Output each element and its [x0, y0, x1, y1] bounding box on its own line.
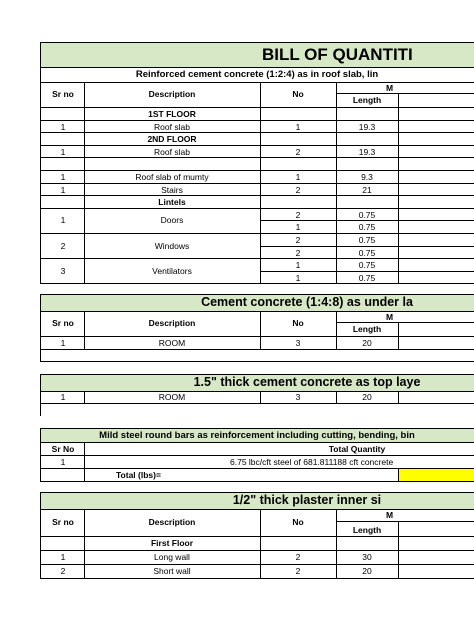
table-row-desc: Stairs [161, 184, 183, 195]
col-header-length-2: Length [352, 324, 382, 334]
table-row-no: 1 [295, 272, 301, 283]
table-row-length: 0.75 [358, 272, 376, 283]
table-row-desc: Doors [160, 215, 184, 226]
table-row-sr: 2 [60, 566, 66, 576]
total-lbs-label: Total (lbs)= [116, 470, 161, 480]
steel-quantity-text: 6.75 lbc/cft steel of 681.811188 cft concrete [230, 457, 394, 467]
table-row-no: 3 [295, 338, 301, 348]
section4-heading: Mild steel round bars as reinforcement including cutting, bending, bin [99, 430, 415, 441]
table-row-sr: 3 [60, 265, 66, 276]
table-row-no: 2 [295, 552, 301, 562]
table-row-desc: First Floor [150, 538, 194, 548]
table-row-no: 1 [295, 222, 301, 233]
col-header-m: M [386, 83, 394, 93]
col-header-description: Description [148, 89, 196, 99]
col-header-m-2: M [386, 312, 394, 322]
table-row-no: 2 [295, 146, 301, 157]
table-row-sr: 1 [60, 146, 66, 157]
table-row-length: 0.75 [358, 247, 376, 258]
table-row-no: 2 [295, 235, 301, 245]
table-row-desc: Ventilators [152, 265, 192, 276]
table-row-length: 21 [362, 184, 372, 195]
table-row-length: 20 [362, 566, 372, 576]
table-row-desc: ROOM [158, 392, 186, 402]
col-header-no: No [292, 89, 304, 99]
table-row-length: 30 [362, 552, 372, 562]
table-row-no: 2 [295, 184, 301, 195]
table-row-desc: Lintels [158, 197, 186, 208]
col-header-length-5: Length [352, 525, 382, 535]
table-row-no: 1 [295, 121, 301, 132]
section3-heading: 1.5" thick cement concrete as top laye [193, 375, 421, 389]
table-row-length: 19.3 [358, 146, 376, 157]
section2-heading: Cement concrete (1:4:8) as under la [201, 295, 413, 309]
col-header-srno-2: Sr no [52, 318, 74, 328]
table-row-no: 2 [295, 209, 301, 220]
table-row-desc: Windows [154, 240, 190, 251]
table-row-desc: Roof slab [154, 146, 190, 157]
col-header-length: Length [352, 95, 382, 105]
table-row-no: 3 [295, 392, 301, 402]
table-row-desc: Roof slab [154, 121, 190, 132]
table-row-length: 0.75 [358, 222, 376, 233]
table-row-desc: 2ND FLOOR [147, 134, 197, 145]
table-row-desc: 1ST FLOOR [148, 109, 196, 119]
table-row-sr: 1 [60, 392, 66, 402]
col-header-srno-4: Sr No [51, 444, 75, 454]
table-row-sr: 1 [60, 215, 66, 226]
col-header-m-5: M [386, 510, 394, 520]
table-row-no: 2 [295, 247, 301, 258]
table-row-no: 1 [295, 172, 301, 182]
table-row-sr: 2 [60, 240, 66, 251]
section1-heading: Reinforced cement concrete (1:2:4) as in roof slab, lin [135, 69, 379, 80]
total-highlight-cell [398, 469, 474, 481]
table-row-length: 20 [362, 392, 372, 402]
table-row-desc: ROOM [158, 338, 186, 348]
page-title: BILL OF QUANTITI [262, 45, 413, 64]
table-row-desc: Long wall [154, 552, 190, 562]
table-row-length: 0.75 [358, 260, 376, 271]
table-row-sr: 1 [60, 552, 66, 562]
table-row-length: 19.3 [358, 121, 376, 132]
col-header-description-5: Description [148, 517, 196, 527]
table-row-length: 20 [362, 338, 372, 348]
table-row-desc: Roof slab of mumty [135, 172, 209, 182]
table-row-no: 1 [295, 260, 301, 271]
table-row-desc: Short wall [153, 566, 191, 576]
col-header-no-5: No [292, 517, 304, 527]
table-row-sr: 1 [60, 121, 66, 132]
col-header-description-2: Description [148, 318, 196, 328]
table-row-sr: 1 [60, 184, 66, 195]
section5-heading: 1/2" thick plaster inner si [232, 493, 382, 507]
col-header-srno-5: Sr no [52, 517, 74, 527]
table-row-length: 0.75 [358, 209, 376, 220]
table-row-length: 0.75 [358, 235, 376, 245]
table-row-sr: 1 [60, 457, 66, 467]
col-header-total-quantity: Total Quantity [328, 444, 386, 454]
table-row-sr: 1 [60, 338, 66, 348]
col-header-no-2: No [292, 318, 304, 328]
table-row-sr: 1 [60, 172, 66, 182]
table-row-length: 9.3 [361, 172, 373, 182]
col-header-srno: Sr no [52, 89, 74, 99]
table-row-no: 2 [295, 566, 301, 576]
